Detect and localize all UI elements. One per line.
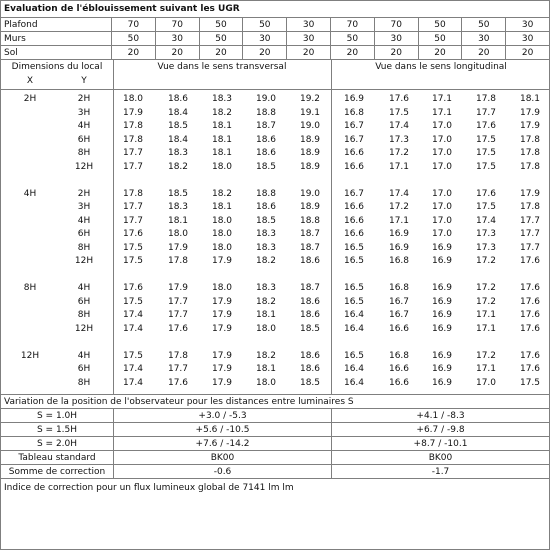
transversal-value: 18.2 — [255, 296, 277, 307]
longitudinal-value: 16.9 — [431, 296, 453, 307]
title-row — [1, 1, 549, 18]
longitudinal-value: 16.7 — [343, 188, 365, 199]
transversal-value: 18.4 — [167, 134, 189, 145]
transversal-value: 18.0 — [211, 242, 233, 253]
y-dimension: 8H — [77, 310, 91, 320]
transversal-value: 17.7 — [122, 202, 144, 212]
transversal-value: 17.9 — [211, 377, 233, 388]
longitudinal-value: 17.6 — [519, 310, 541, 320]
reflectance-row — [1, 18, 549, 32]
longitudinal-value: 16.8 — [388, 283, 410, 293]
transversal-value: 18.1 — [211, 202, 233, 212]
longitudinal-value: 16.9 — [388, 242, 410, 253]
transversal-value: 17.7 — [122, 215, 144, 226]
y-dimension: 12H — [74, 161, 94, 172]
transversal-value: 18.0 — [211, 215, 233, 226]
longitudinal-value: 17.1 — [388, 161, 410, 172]
longitudinal-value: 17.5 — [475, 161, 497, 172]
transversal-value: 17.8 — [122, 188, 144, 199]
transversal-value: 18.0 — [255, 377, 277, 388]
longitudinal-value: 16.6 — [343, 161, 365, 172]
longitudinal-value: 17.8 — [519, 134, 541, 145]
y-dimension: 6H — [77, 296, 91, 307]
longitudinal-value: 17.1 — [388, 215, 410, 226]
longitudinal-value: 17.0 — [431, 161, 453, 172]
longitudinal-value: 17.5 — [475, 202, 497, 212]
table-title: Evaluation de l'éblouissement suivant les UGR — [4, 4, 240, 14]
reflectance-value: 20 — [330, 46, 374, 59]
reflectance-value: 20 — [155, 46, 199, 59]
transversal-value: 17.9 — [211, 323, 233, 334]
longitudinal-value: 16.5 — [343, 242, 365, 253]
transversal-value: 17.9 — [167, 242, 189, 253]
reflectance-value: 20 — [374, 46, 418, 59]
longitudinal-value: 17.5 — [475, 148, 497, 158]
reflectance-value: 30 — [505, 32, 549, 45]
longitudinal-value: 17.8 — [519, 202, 541, 212]
transversal-value: 18.6 — [299, 310, 321, 320]
y-dimension: 8H — [77, 148, 91, 158]
transversal-value: 18.3 — [255, 242, 277, 253]
transversal-value: 17.7 — [167, 310, 189, 320]
transversal-value: 17.6 — [122, 283, 144, 293]
correction-row-transversal: -0.6 — [113, 465, 331, 478]
reflectance-value: 30 — [155, 32, 199, 45]
transversal-value: 18.0 — [167, 229, 189, 239]
transversal-value: 17.8 — [167, 256, 189, 266]
transversal-value: 18.1 — [211, 148, 233, 158]
transversal-value: 18.0 — [211, 161, 233, 172]
reflectance-row — [1, 46, 549, 60]
variation-row-label: S = 1.0H — [36, 410, 78, 421]
longitudinal-value: 16.4 — [343, 377, 365, 388]
longitudinal-value: 17.5 — [519, 377, 541, 388]
longitudinal-value: 16.6 — [388, 323, 410, 334]
transversal-value: 18.6 — [255, 134, 277, 145]
variation-label: Variation de la position de l'observateur pour les distances entre luminaires S — [4, 396, 354, 407]
y-dimension: 8H — [77, 377, 91, 388]
longitudinal-value: 17.1 — [475, 364, 497, 374]
reflectance-value: 50 — [242, 18, 286, 31]
reflectance-value: 70 — [111, 18, 155, 31]
reflectance-row — [1, 32, 549, 46]
y-dimension: 8H — [77, 242, 91, 253]
y-header: Y — [81, 76, 87, 86]
longitudinal-value: 16.8 — [388, 350, 410, 361]
transversal-value: 18.1 — [211, 134, 233, 145]
longitudinal-value: 17.3 — [388, 134, 410, 145]
variation-row-label: S = 1.5H — [36, 424, 78, 435]
correction-row — [1, 465, 549, 479]
longitudinal-value: 16.9 — [343, 94, 365, 104]
transversal-value: 17.9 — [211, 296, 233, 307]
longitudinal-value: 17.1 — [431, 107, 453, 118]
reflectance-value: 50 — [199, 18, 243, 31]
longitudinal-value: 17.6 — [519, 350, 541, 361]
y-dimension: 3H — [77, 202, 91, 212]
transversal-value: 18.2 — [255, 350, 277, 361]
transversal-value: 18.2 — [211, 107, 233, 118]
reflectance-value: 50 — [461, 18, 505, 31]
transversal-value: 17.7 — [167, 296, 189, 307]
variation-row-transversal: +3.0 / -5.3 — [113, 409, 331, 422]
transversal-value: 18.9 — [299, 148, 321, 158]
longitudinal-value: 17.0 — [431, 188, 453, 199]
transversal-value: 18.6 — [299, 350, 321, 361]
longitudinal-value: 16.9 — [431, 350, 453, 361]
longitudinal-value: 16.7 — [388, 296, 410, 307]
longitudinal-value: 16.6 — [388, 364, 410, 374]
variation-row-longitudinal: +4.1 / -8.3 — [331, 409, 549, 422]
transversal-value: 18.6 — [255, 202, 277, 212]
transversal-value: 17.4 — [122, 323, 144, 334]
reflectance-value: 20 — [242, 46, 286, 59]
longitudinal-value: 16.9 — [431, 323, 453, 334]
transversal-value: 18.7 — [299, 229, 321, 239]
longitudinal-value: 17.6 — [388, 94, 410, 104]
transversal-value: 17.9 — [211, 310, 233, 320]
transversal-value: 18.5 — [299, 377, 321, 388]
transversal-value: 18.6 — [299, 256, 321, 266]
transversal-value: 17.4 — [122, 377, 144, 388]
longitudinal-value: 17.3 — [475, 229, 497, 239]
transversal-value: 18.3 — [167, 148, 189, 158]
longitudinal-value: 17.9 — [519, 188, 541, 199]
transversal-value: 18.2 — [167, 161, 189, 172]
transversal-value: 19.2 — [299, 94, 321, 104]
transversal-value: 18.3 — [255, 283, 277, 293]
transversal-value: 18.3 — [255, 229, 277, 239]
longitudinal-value: 17.8 — [475, 94, 497, 104]
dimensions-header-row — [1, 60, 549, 90]
longitudinal-value: 17.0 — [431, 148, 453, 158]
transversal-value: 17.9 — [122, 107, 144, 118]
longitudinal-value: 16.6 — [343, 148, 365, 158]
longitudinal-value: 17.0 — [431, 121, 453, 131]
longitudinal-header: Vue dans le sens longitudinal — [375, 62, 507, 72]
longitudinal-value: 17.2 — [475, 350, 497, 361]
y-dimension: 12H — [74, 256, 94, 266]
transversal-value: 18.3 — [167, 202, 189, 212]
transversal-value: 18.6 — [299, 364, 321, 374]
transversal-value: 17.6 — [167, 323, 189, 334]
longitudinal-value: 17.0 — [431, 215, 453, 226]
transversal-value: 18.1 — [167, 215, 189, 226]
longitudinal-value: 17.8 — [519, 161, 541, 172]
transversal-value: 18.3 — [211, 94, 233, 104]
x-header: X — [26, 76, 34, 86]
transversal-value: 18.2 — [255, 256, 277, 266]
longitudinal-value: 17.1 — [431, 94, 453, 104]
longitudinal-value: 17.9 — [519, 107, 541, 118]
longitudinal-value: 16.5 — [343, 296, 365, 307]
divider — [113, 60, 114, 90]
longitudinal-value: 17.4 — [388, 188, 410, 199]
longitudinal-value: 16.9 — [431, 310, 453, 320]
y-dimension: 6H — [77, 134, 91, 145]
reflectance-label: Murs — [4, 33, 26, 44]
longitudinal-value: 17.0 — [431, 134, 453, 145]
longitudinal-value: 17.7 — [475, 107, 497, 118]
longitudinal-value: 17.6 — [519, 364, 541, 374]
reflectance-value: 70 — [330, 18, 374, 31]
standard-table-row — [1, 451, 549, 465]
correction-row-label: Somme de correction — [8, 466, 106, 477]
longitudinal-value: 16.9 — [388, 229, 410, 239]
longitudinal-value: 17.8 — [519, 148, 541, 158]
longitudinal-value: 17.0 — [431, 202, 453, 212]
transversal-value: 18.6 — [255, 148, 277, 158]
transversal-value: 18.7 — [299, 242, 321, 253]
transversal-value: 17.7 — [167, 364, 189, 374]
x-dimension: 4H — [23, 188, 37, 199]
transversal-value: 17.9 — [211, 256, 233, 266]
transversal-value: 17.5 — [122, 242, 144, 253]
transversal-value: 18.0 — [211, 229, 233, 239]
x-dimension: 2H — [23, 94, 37, 104]
longitudinal-value: 16.6 — [343, 215, 365, 226]
reflectance-value: 50 — [111, 32, 155, 45]
transversal-value: 17.5 — [122, 350, 144, 361]
transversal-value: 18.8 — [299, 215, 321, 226]
longitudinal-value: 16.7 — [343, 134, 365, 145]
transversal-value: 17.9 — [167, 283, 189, 293]
reflectance-value: 50 — [330, 32, 374, 45]
longitudinal-value: 16.8 — [388, 256, 410, 266]
transversal-value: 18.0 — [255, 323, 277, 334]
longitudinal-value: 16.5 — [343, 350, 365, 361]
x-dimension: 8H — [23, 283, 37, 293]
transversal-value: 17.5 — [122, 296, 144, 307]
longitudinal-value: 17.9 — [519, 121, 541, 131]
y-dimension: 3H — [77, 107, 91, 118]
divider — [113, 90, 114, 394]
longitudinal-value: 17.3 — [475, 242, 497, 253]
transversal-value: 18.6 — [167, 94, 189, 104]
reflectance-value: 20 — [286, 46, 330, 59]
longitudinal-value: 17.2 — [388, 202, 410, 212]
reflectance-label: Sol — [4, 47, 18, 58]
transversal-header: Vue dans le sens transversal — [157, 62, 287, 72]
longitudinal-value: 16.9 — [431, 242, 453, 253]
variation-row — [1, 409, 549, 423]
reflectance-value: 20 — [505, 46, 549, 59]
variation-row-transversal: +7.6 / -14.2 — [113, 437, 331, 450]
transversal-value: 19.1 — [299, 107, 321, 118]
y-dimension: 6H — [77, 229, 91, 239]
longitudinal-value: 17.4 — [388, 121, 410, 131]
longitudinal-value: 16.9 — [431, 377, 453, 388]
longitudinal-value: 16.6 — [388, 377, 410, 388]
longitudinal-value: 16.4 — [343, 310, 365, 320]
transversal-value: 17.8 — [167, 350, 189, 361]
divider — [331, 90, 332, 394]
longitudinal-value: 17.6 — [475, 121, 497, 131]
transversal-value: 18.5 — [255, 161, 277, 172]
reflectance-value: 30 — [286, 32, 330, 45]
reflectance-value: 50 — [418, 32, 462, 45]
correction-row-longitudinal: -1.7 — [331, 465, 549, 478]
standard-table-row-label: Tableau standard — [18, 452, 96, 463]
longitudinal-value: 17.0 — [431, 229, 453, 239]
longitudinal-value: 16.4 — [343, 364, 365, 374]
reflectance-value: 50 — [199, 32, 243, 45]
reflectance-value: 70 — [374, 18, 418, 31]
reflectance-value: 30 — [286, 18, 330, 31]
dimensions-label: Dimensions du local — [11, 62, 103, 72]
reflectance-value: 30 — [505, 18, 549, 31]
longitudinal-value: 17.6 — [475, 188, 497, 199]
transversal-value: 18.7 — [255, 121, 277, 131]
longitudinal-value: 16.9 — [431, 256, 453, 266]
reflectance-value: 20 — [199, 46, 243, 59]
x-dimension: 12H — [20, 350, 40, 361]
transversal-value: 17.6 — [122, 229, 144, 239]
transversal-value: 18.8 — [255, 107, 277, 118]
transversal-value: 18.1 — [255, 364, 277, 374]
reflectance-value: 30 — [374, 32, 418, 45]
variation-row-longitudinal: +8.7 / -10.1 — [331, 437, 549, 450]
standard-table-row-transversal: BK00 — [113, 451, 331, 464]
transversal-value: 17.4 — [122, 364, 144, 374]
longitudinal-value: 16.8 — [343, 107, 365, 118]
transversal-value: 19.0 — [299, 188, 321, 199]
variation-row-longitudinal: +6.7 / -9.8 — [331, 423, 549, 436]
longitudinal-value: 17.1 — [475, 323, 497, 334]
reflectance-value: 30 — [242, 32, 286, 45]
longitudinal-value: 17.2 — [388, 148, 410, 158]
transversal-value: 18.5 — [299, 323, 321, 334]
longitudinal-value: 17.5 — [388, 107, 410, 118]
transversal-value: 17.7 — [122, 148, 144, 158]
transversal-value: 18.6 — [299, 296, 321, 307]
longitudinal-value: 16.5 — [343, 256, 365, 266]
longitudinal-value: 17.1 — [475, 310, 497, 320]
transversal-value: 18.9 — [299, 202, 321, 212]
longitudinal-value: 16.9 — [431, 283, 453, 293]
longitudinal-value: 16.9 — [431, 364, 453, 374]
longitudinal-value: 17.7 — [519, 229, 541, 239]
footer-note: Indice de correction pour un flux lumineux global de 7141 lm lm — [4, 483, 294, 493]
y-dimension: 6H — [77, 364, 91, 374]
transversal-value: 18.1 — [255, 310, 277, 320]
longitudinal-value: 16.4 — [343, 323, 365, 334]
longitudinal-value: 17.6 — [519, 323, 541, 334]
divider — [331, 60, 332, 90]
y-dimension: 4H — [77, 283, 91, 293]
transversal-value: 18.5 — [167, 188, 189, 199]
reflectance-value: 30 — [461, 32, 505, 45]
transversal-value: 18.2 — [211, 188, 233, 199]
y-dimension: 12H — [74, 323, 94, 334]
longitudinal-value: 16.6 — [343, 202, 365, 212]
y-dimension: 2H — [77, 188, 91, 199]
longitudinal-value: 17.2 — [475, 296, 497, 307]
transversal-value: 18.5 — [255, 215, 277, 226]
reflectance-value: 50 — [418, 18, 462, 31]
y-dimension: 4H — [77, 350, 91, 361]
longitudinal-value: 16.7 — [388, 310, 410, 320]
transversal-value: 17.8 — [122, 134, 144, 145]
transversal-value: 17.9 — [211, 350, 233, 361]
longitudinal-value: 17.6 — [519, 296, 541, 307]
reflectance-value: 20 — [111, 46, 155, 59]
standard-table-row-longitudinal: BK00 — [331, 451, 549, 464]
transversal-value: 19.0 — [299, 121, 321, 131]
reflectance-value: 20 — [418, 46, 462, 59]
transversal-value: 18.8 — [255, 188, 277, 199]
y-dimension: 4H — [77, 121, 91, 131]
longitudinal-value: 18.1 — [519, 94, 541, 104]
longitudinal-value: 17.7 — [519, 242, 541, 253]
transversal-value: 18.1 — [211, 121, 233, 131]
longitudinal-value: 17.4 — [475, 215, 497, 226]
transversal-value: 17.6 — [167, 377, 189, 388]
transversal-value: 17.7 — [122, 161, 144, 172]
variation-row-transversal: +5.6 / -10.5 — [113, 423, 331, 436]
transversal-value: 18.0 — [211, 283, 233, 293]
y-dimension: 4H — [77, 215, 91, 226]
variation-row — [1, 437, 549, 451]
variation-header-row — [1, 395, 549, 409]
longitudinal-value: 17.6 — [519, 283, 541, 293]
longitudinal-value: 16.6 — [343, 229, 365, 239]
longitudinal-value: 17.7 — [519, 215, 541, 226]
variation-row-label: S = 2.0H — [36, 438, 78, 449]
reflectance-value: 20 — [461, 46, 505, 59]
reflectance-value: 70 — [155, 18, 199, 31]
transversal-value: 19.0 — [255, 94, 277, 104]
longitudinal-value: 16.5 — [343, 283, 365, 293]
longitudinal-value: 17.0 — [475, 377, 497, 388]
longitudinal-value: 17.2 — [475, 256, 497, 266]
transversal-value: 18.4 — [167, 107, 189, 118]
transversal-value: 18.5 — [167, 121, 189, 131]
transversal-value: 18.9 — [299, 134, 321, 145]
transversal-value: 18.7 — [299, 283, 321, 293]
transversal-value: 17.5 — [122, 256, 144, 266]
longitudinal-value: 17.6 — [519, 256, 541, 266]
y-dimension: 2H — [77, 94, 91, 104]
longitudinal-value: 16.7 — [343, 121, 365, 131]
reflectance-label: Plafond — [4, 19, 38, 30]
transversal-value: 17.4 — [122, 310, 144, 320]
longitudinal-value: 17.5 — [475, 134, 497, 145]
transversal-value: 17.9 — [211, 364, 233, 374]
longitudinal-value: 17.2 — [475, 283, 497, 293]
transversal-value: 18.0 — [122, 94, 144, 104]
transversal-value: 17.8 — [122, 121, 144, 131]
variation-row — [1, 423, 549, 437]
transversal-value: 18.9 — [299, 161, 321, 172]
